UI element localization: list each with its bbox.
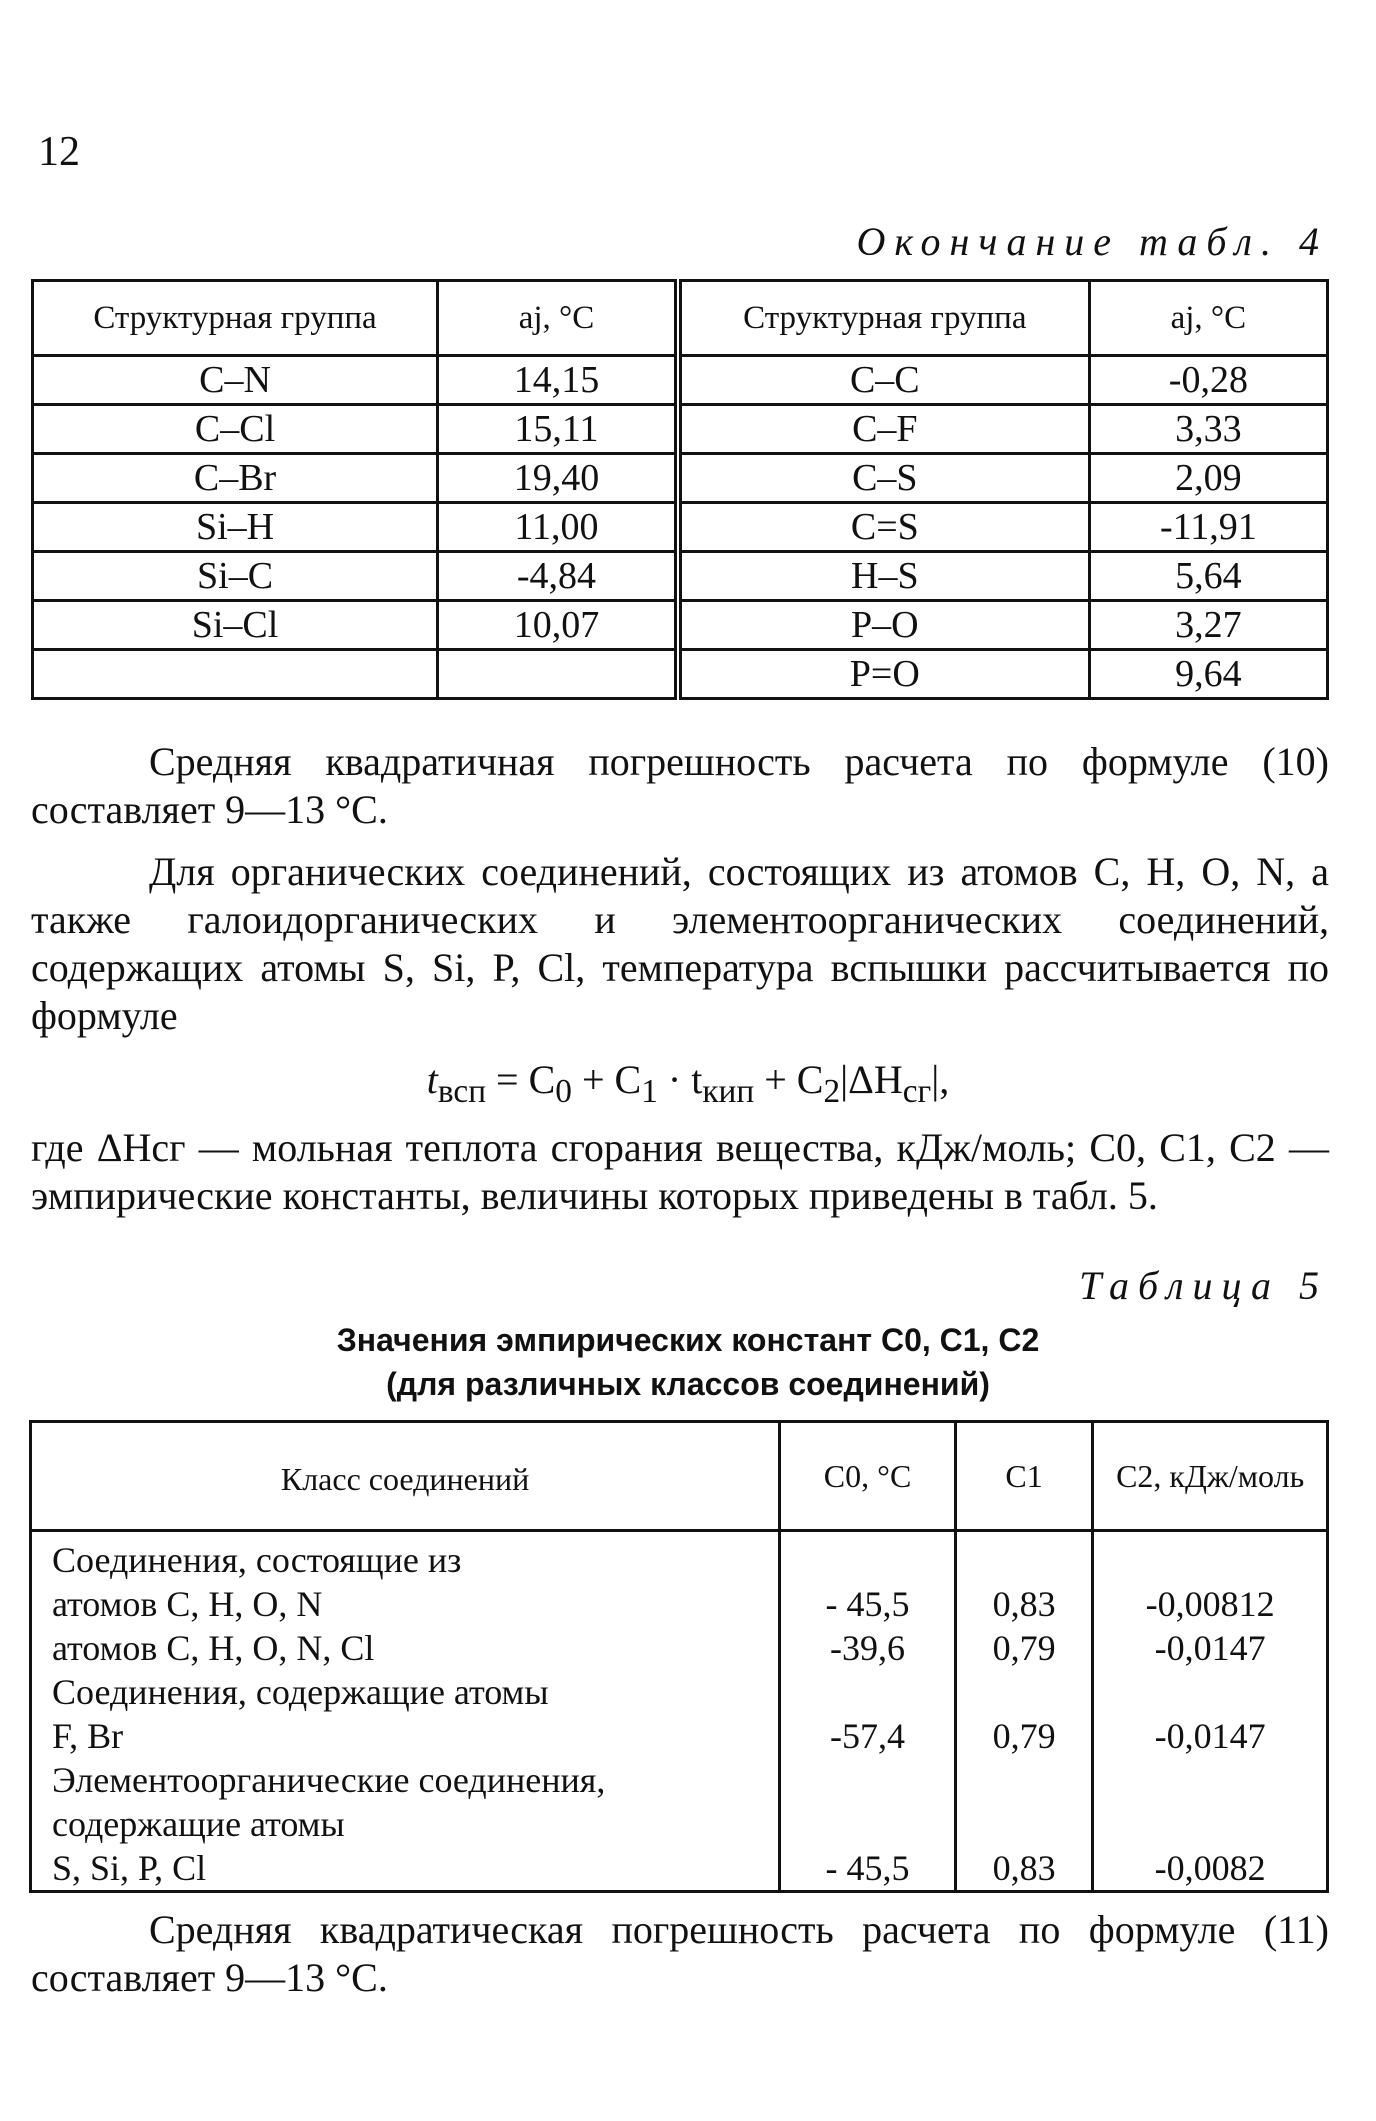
table4-row [33, 552, 1328, 601]
table4-cell: C–Cl [33, 405, 438, 454]
table4-cell: Si–H [33, 503, 438, 552]
table4-cell: P–O [678, 601, 1089, 650]
table4-cell: 2,09 [1089, 454, 1327, 503]
table4-row [33, 503, 1328, 552]
table5-header: C2, кДж/моль [1093, 1422, 1328, 1531]
table4-cell: 14,15 [438, 356, 678, 405]
table5-cell-c2: -0,0147 [1154, 1628, 1266, 1668]
table5-header: C0, °C [780, 1422, 956, 1531]
table4-cell: 19,40 [438, 454, 678, 503]
table4-cell: C–Br [33, 454, 438, 503]
table5 [29, 1420, 1329, 1893]
table5-cell-label: Элементоорганические соединения, [52, 1760, 606, 1800]
table5-cell-c1: 0,83 [992, 1584, 1056, 1624]
table5-title-line1: Значения эмпирических констант C0, C1, C2 [336, 1322, 1040, 1358]
table4-cell: C–S [678, 454, 1089, 503]
table4-cell: -0,28 [1089, 356, 1327, 405]
table5-cell-c1 [957, 1538, 1091, 1582]
page-number: 12 [38, 129, 80, 175]
table5-cell-label: содержащие атомы [52, 1804, 345, 1844]
table5-cell-c0 [781, 1758, 954, 1802]
table5-class-column [31, 1531, 780, 1892]
table4-cell: Si–Cl [33, 601, 438, 650]
table5-header: C1 [955, 1422, 1092, 1531]
table4-cell: 3,33 [1089, 405, 1327, 454]
table4-cell: 5,64 [1089, 552, 1327, 601]
table5-cell-label: F, Br [52, 1716, 124, 1756]
table4-cell [33, 650, 438, 699]
table5-header-row [31, 1422, 1328, 1531]
table5-cell-c1 [957, 1758, 1091, 1802]
paragraph-where: где ΔHсг — мольная теплота сгорания вещества, кДж/моль; C0, C1, C2 — эмпирические константы, величины которых приведены в табл. 5. [31, 1125, 1329, 1218]
table5-cell-c0: -57,4 [830, 1716, 906, 1756]
table5-caption: Таблица 5 [1079, 1263, 1328, 1308]
table5-body-row [31, 1531, 1328, 1892]
table4-cell: -11,91 [1089, 503, 1327, 552]
table4-header: Структурная группа [33, 281, 438, 356]
table4-cell: 3,27 [1089, 601, 1327, 650]
table4-cell: C=S [678, 503, 1089, 552]
formula-11: $t_{всп} = C_0 + C_1 \cdot t_{кип} + C_2|\Delta H_{сг}|$, [426, 1057, 950, 1110]
table5-cell-c2: -0,00812 [1145, 1584, 1275, 1624]
table5-cell-c1: 0,79 [992, 1628, 1056, 1668]
table4-header-row [33, 281, 1328, 356]
table4 [31, 279, 1329, 700]
table5-cell-c2: -0,0082 [1154, 1848, 1266, 1888]
table4-row [33, 356, 1328, 405]
table4-cell: Si–C [33, 552, 438, 601]
table5-cell-c2 [1094, 1758, 1326, 1802]
table5-cell-label: атомов С, Н, О, N, Cl [52, 1628, 375, 1668]
table4-header: Структурная группа [678, 281, 1089, 356]
table5-cell-c1 [957, 1802, 1091, 1846]
table5-cell-c2 [1094, 1670, 1326, 1714]
table5-cell-label: Соединения, содержащие атомы [52, 1672, 549, 1712]
table5-header: Класс соединений [31, 1422, 780, 1531]
table5-cell-c1: 0,83 [992, 1848, 1056, 1888]
table4-row [33, 650, 1328, 699]
table5-cell-c2 [1094, 1802, 1326, 1846]
paragraph-flash-point: Для органических соединений, состоящих из атомов С, Н, О, N, а также галоидорганических и элементоорганических соединений, содержащих атомы S, Si, P, Cl, температура вспышки рассчитывается по формуле [31, 849, 1329, 1038]
table5-cell-label: S, Si, P, Cl [52, 1848, 207, 1888]
table5-cell-c0 [781, 1670, 954, 1714]
paragraph-error-10: Средняя квадратичная погрешность расчета по формуле (10) составляет 9—13 °С. [31, 739, 1329, 832]
table4-row [33, 405, 1328, 454]
table5-c0-column [780, 1531, 956, 1892]
table4-cell: 11,00 [438, 503, 678, 552]
table5-title-line2: (для различных классов соединений) [386, 1366, 990, 1402]
table4-cell: P=O [678, 650, 1089, 699]
table5-title [0, 1318, 1376, 1406]
table5-cell-c0: - 45,5 [825, 1848, 910, 1888]
table4-cell: -4,84 [438, 552, 678, 601]
table5-cell-label: атомов С, Н, О, N [52, 1584, 323, 1624]
table4-header: aj, °C [1089, 281, 1327, 356]
table4-cell: C–F [678, 405, 1089, 454]
table5-cell-c1: 0,79 [992, 1716, 1056, 1756]
table4-cell: 15,11 [438, 405, 678, 454]
table4-header: aj, °C [438, 281, 678, 356]
table5-cell-c0 [781, 1538, 954, 1582]
table4-row [33, 454, 1328, 503]
table5-cell-label: Соединения, состоящие из [52, 1540, 462, 1580]
table5-cell-c2 [1094, 1538, 1326, 1582]
table4-cell: C–N [33, 356, 438, 405]
table5-cell-c1 [957, 1670, 1091, 1714]
table5-cell-c0: -39,6 [830, 1628, 906, 1668]
table4-cell: H–S [678, 552, 1089, 601]
table5-c1-column [955, 1531, 1092, 1892]
table5-c2-column [1093, 1531, 1328, 1892]
table5-cell-c0: - 45,5 [825, 1584, 910, 1624]
table4-cell [438, 650, 678, 699]
table4-cell: C–C [678, 356, 1089, 405]
paragraph-error-11: Средняя квадратическая погрешность расчета по формуле (11) составляет 9—13 °С. [31, 1907, 1329, 2000]
table5-cell-c2: -0,0147 [1154, 1716, 1266, 1756]
table4-row [33, 601, 1328, 650]
table4-cell: 10,07 [438, 601, 678, 650]
table4-caption: Окончание табл. 4 [856, 219, 1328, 264]
table5-cell-c0 [781, 1802, 954, 1846]
table4-cell: 9,64 [1089, 650, 1327, 699]
